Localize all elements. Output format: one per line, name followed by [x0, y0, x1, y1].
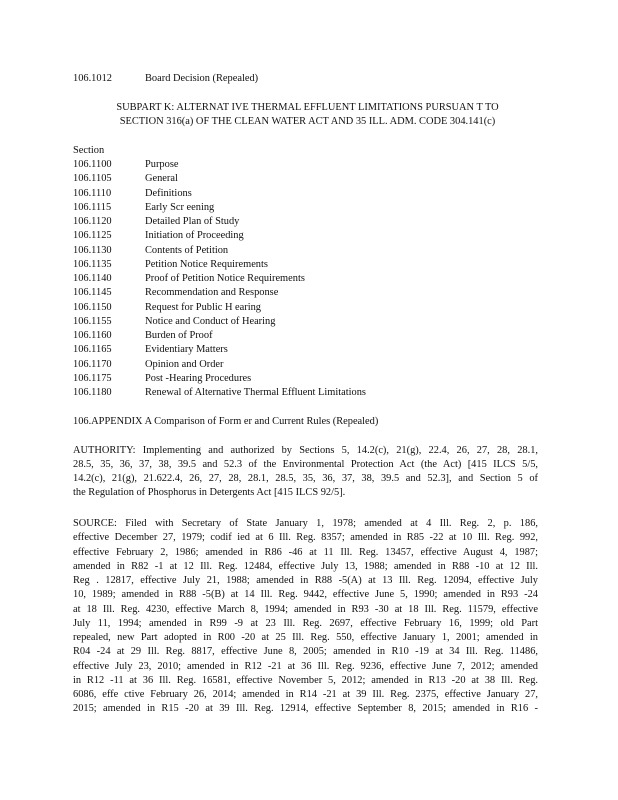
source-line: July 11, 1994; amended in R99 -9 at 23 Ill. Reg. 2697, effective February 16, 1999; old Part: [73, 618, 538, 629]
authority-line: 14.2(c), 21(g), 21.622.4, 26, 27, 28, 28.1, 28.5, 35, 36, 37, 38, 39.5 and 52.3], and Section 5 of: [73, 473, 538, 484]
toc-item-title: General: [145, 173, 178, 184]
toc-item-title: Recommendation and Response: [145, 287, 279, 298]
source-line: 6086, effe ctive February 26, 2014; amended in R14 -21 at 39 Ill. Reg. 2375, effective January 27,: [73, 689, 538, 700]
toc-item-title: Burden of Proof: [145, 330, 213, 341]
toc-item-number: 106.1100: [73, 159, 112, 170]
toc-item-title: Renewal of Alternative Thermal Effluent Limitations: [145, 387, 366, 398]
source-line: effective July 23, 2010; amended in R12 -21 at 36 Ill. Reg. 9236, effective June 7, 2012; amended: [73, 661, 538, 672]
toc-item-title: Contents of Petition: [145, 245, 229, 256]
source-line: 10, 1989; amended in R88 -5(B) at 14 Ill. Reg. 9442, effective June 5, 1990; amended in R93 -24: [73, 589, 538, 600]
authority-line: 28.5, 35, 36, 37, 38, 39.5 and 52.3 of the Environmental Protection Act (the Act) [415 ILCS 5/5,: [73, 459, 538, 470]
toc-heading: Section: [73, 145, 105, 156]
source-line: Reg . 12817, effective July 21, 1988; amended in R88 -5(A) at 13 Ill. Reg. 12094, effective July: [73, 575, 538, 586]
top-section-title: Board Decision (Repealed): [145, 73, 259, 84]
toc-item-title: Early Scr eening: [145, 202, 215, 213]
toc-item-title: Proof of Petition Notice Requirements: [145, 273, 305, 284]
subpart-heading-line-2: SECTION 316(a) OF THE CLEAN WATER ACT AND 35 ILL. ADM. CODE 304.141(c): [119, 116, 496, 127]
toc-item-number: 106.1110: [73, 188, 112, 199]
toc-item-number: 106.1140: [73, 273, 112, 284]
source-line: repealed, new Part adopted in R00 -20 at 25 Ill. Reg. 550, effective January 1, 2001; amended in: [73, 632, 538, 643]
toc-item-number: 106.1135: [73, 259, 112, 270]
toc-item-number: 106.1145: [73, 287, 112, 298]
toc-item-title: Post -Hearing Procedures: [145, 373, 252, 384]
source-line: effective December 27, 1979; codif ied at 6 Ill. Reg. 8357; amended in R85 -22 at 10 Ill. Reg. 992,: [73, 532, 538, 543]
source-line: in R12 -11 at 36 Ill. Reg. 16581, effective November 5, 2012; amended in R13 -20 at 38 Ill. Reg.: [73, 675, 538, 686]
toc-item-title: Request for Public H earing: [145, 302, 262, 313]
toc-item-title: Opinion and Order: [145, 359, 224, 370]
toc-item-number: 106.1120: [73, 216, 112, 227]
toc-item-title: Detailed Plan of Study: [145, 216, 240, 227]
toc-item-number: 106.1180: [73, 387, 112, 398]
toc-item-title: Definitions: [145, 188, 192, 199]
appendix-line: 106.APPENDIX A Comparison of Form er and Current Rules (Repealed): [73, 416, 379, 427]
toc-item-number: 106.1160: [73, 330, 112, 341]
source-line: 2015; amended in R15 -20 at 39 Ill. Reg. 12914, effective September 8, 2015; amended in R16 -: [73, 703, 538, 714]
toc-item-title: Initiation of Proceeding: [145, 230, 244, 241]
top-section-number: 106.1012: [73, 73, 112, 84]
toc-item-number: 106.1170: [73, 359, 112, 370]
toc-item-number: 106.1125: [73, 230, 112, 241]
subpart-heading-line-1: SUBPART K: ALTERNAT IVE THERMAL EFFLUENT LIMITATIONS PURSUAN T TO: [116, 102, 499, 113]
toc-item-title: Evidentiary Matters: [145, 344, 228, 355]
source-line: R04 -24 at 29 Ill. Reg. 8817, effective June 8, 2005; amended in R10 -19 at 34 Ill. Reg. 11486,: [73, 646, 538, 657]
toc-item-number: 106.1150: [73, 302, 112, 313]
source-line: effective February 2, 1986; amended in R86 -46 at 11 Ill. Reg. 13457, effective August 4, 1987;: [73, 547, 538, 558]
toc-item-title: Petition Notice Requirements: [145, 259, 268, 270]
source-line: at 18 Ill. Reg. 4230, effective March 8, 1994; amended in R93 -30 at 18 Ill. Reg. 11579, effective: [73, 604, 538, 615]
toc-item-number: 106.1155: [73, 316, 112, 327]
source-line: SOURCE: Filed with Secretary of State January 1, 1978; amended at 4 Ill. Reg. 2, p. 186,: [73, 518, 538, 529]
toc-item-number: 106.1165: [73, 344, 112, 355]
authority-line: the Regulation of Phosphorus in Detergents Act [415 ILCS 92/5].: [73, 487, 346, 498]
toc-item-number: 106.1175: [73, 373, 112, 384]
source-line: amended in R82 -1 at 12 Ill. Reg. 12484, effective July 13, 1988; amended in R88 -10 at 12 Ill.: [73, 561, 538, 572]
toc-item-number: 106.1115: [73, 202, 112, 213]
toc-item-title: Purpose: [145, 159, 179, 170]
toc-item-number: 106.1105: [73, 173, 112, 184]
toc-item-title: Notice and Conduct of Hearing: [145, 316, 276, 327]
toc-item-number: 106.1130: [73, 245, 112, 256]
authority-line: AUTHORITY: Implementing and authorized by Sections 5, 14.2(c), 21(g), 22.4, 26, 27, 28, 28.1,: [73, 445, 538, 456]
